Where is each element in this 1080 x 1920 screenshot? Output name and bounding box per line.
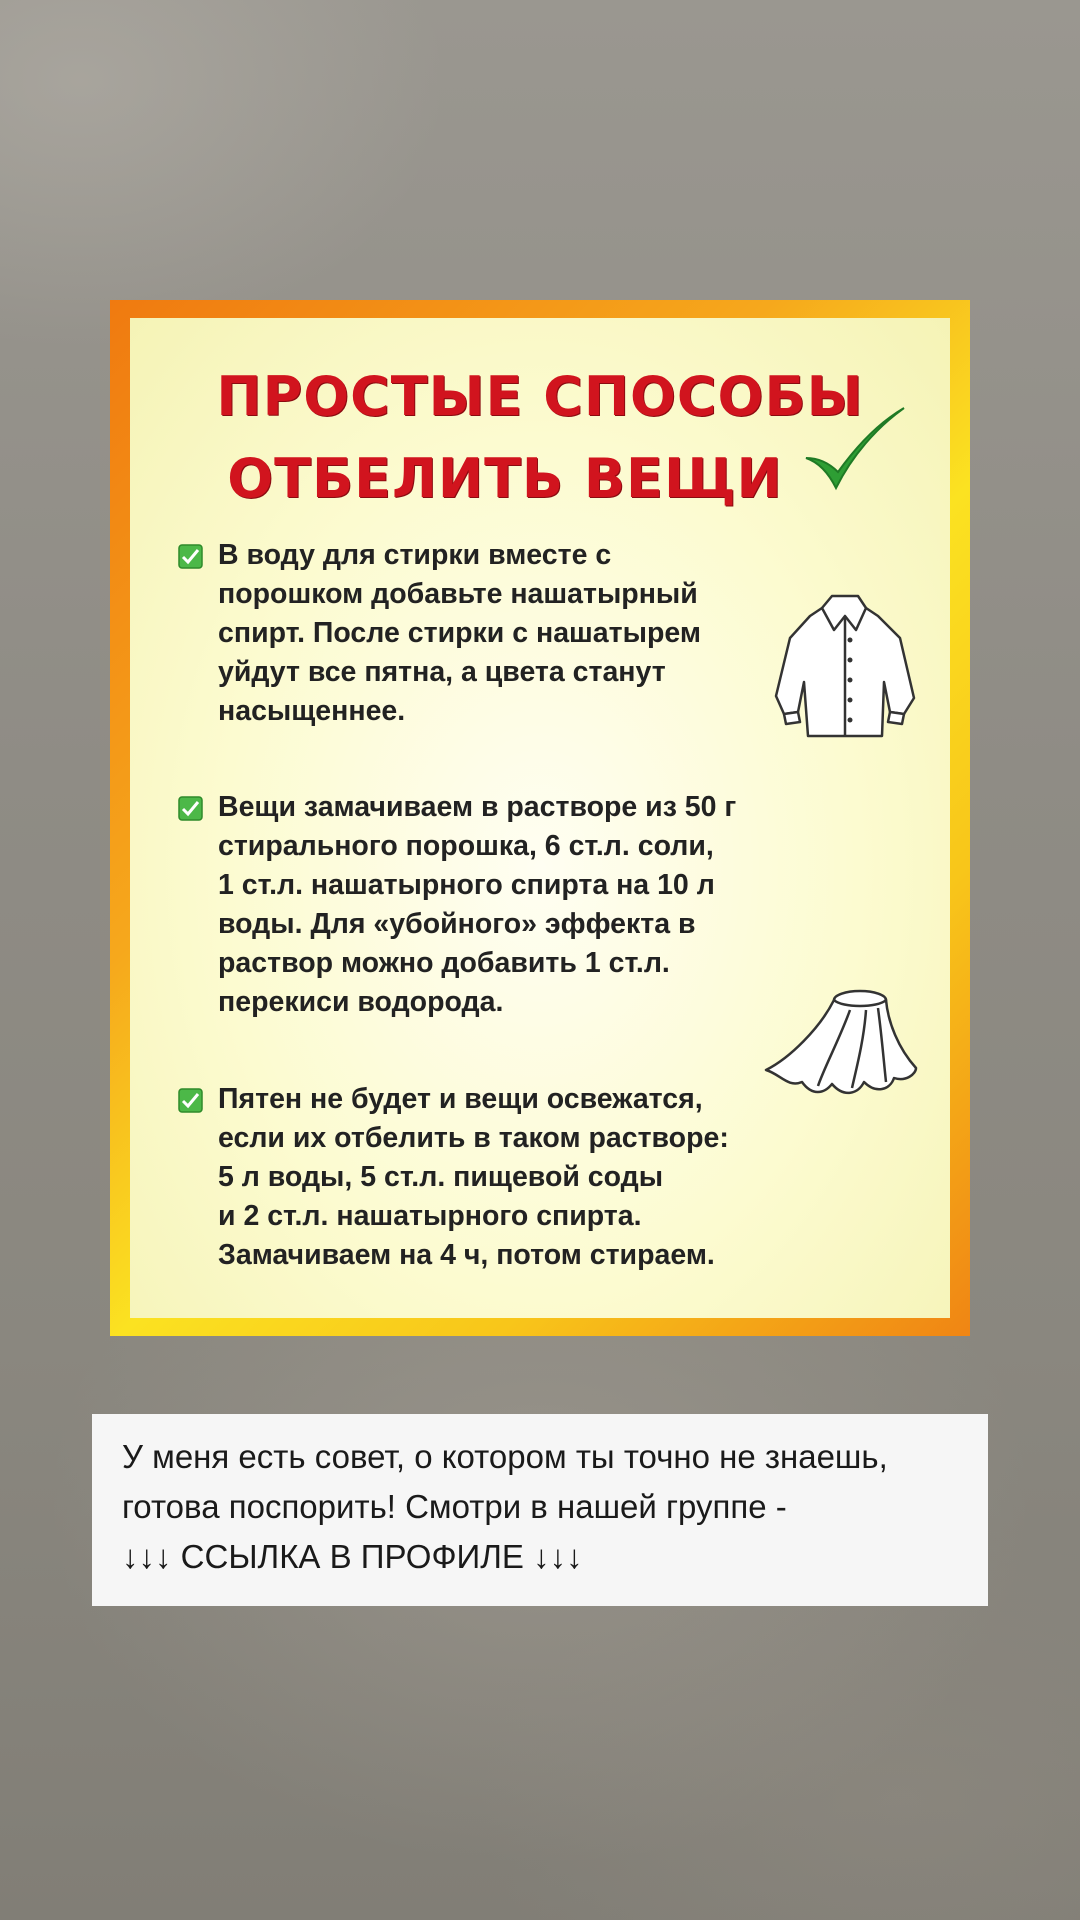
tip-text: В воду для стирки вместе с порошком добавьте нашатырный спирт. После стирки с нашатырем уйдут все пятна, а цвета станут насыщеннее.: [218, 539, 701, 727]
poster-body: [130, 318, 950, 1318]
checkbox-checked-icon: [178, 796, 203, 821]
poster-title-line-2: ОТБЕЛИТЬ ВЕЩИ: [227, 447, 783, 510]
profile-link-caption: ↓↓↓ ССЫЛКА В ПРОФИЛЕ ↓↓↓: [122, 1538, 583, 1575]
caption-line-1: У меня есть совет, о котором ты точно не знаешь,: [122, 1438, 888, 1475]
poster-title-line-1: ПРОСТЫЕ СПОСОБЫ: [216, 365, 864, 428]
shirt-illustration: [770, 586, 920, 746]
caption-box: [92, 1414, 988, 1606]
infographic-poster: [110, 300, 970, 1336]
tip-item: [178, 536, 818, 731]
tip-item: [178, 1080, 818, 1275]
caption-line-2: готова поспорить! Смотри в нашей группе -: [122, 1488, 787, 1525]
tip-item: [178, 788, 818, 1022]
checkmark-icon: [800, 400, 910, 500]
checkbox-checked-icon: [178, 1088, 203, 1113]
checkbox-checked-icon: [178, 544, 203, 569]
tip-text: Вещи замачиваем в растворе из 50 г стирального порошка, 6 ст.л. соли, 1 ст.л. нашатырного спирта на 10 л воды. Для «убойного» эффекта в раствор можно добавить 1 ст.л. перекиси водорода.: [218, 791, 737, 1018]
tip-text: Пятен не будет и вещи освежатся, если их отбелить в таком растворе: 5 л воды, 5 ст.л. пищевой соды и 2 ст.л. нашатырного спирта. Замачиваем на 4 ч, потом стираем.: [218, 1083, 729, 1271]
